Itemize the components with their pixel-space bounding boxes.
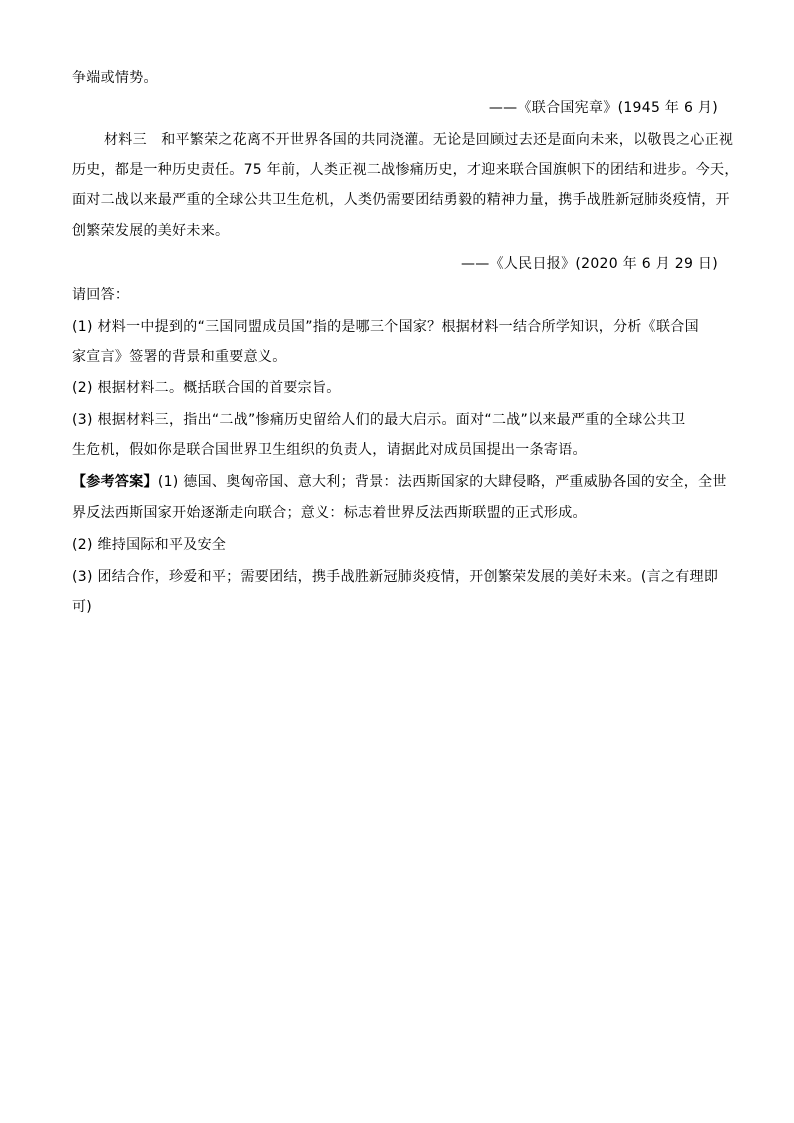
material3-line-1: 材料三 和平繁荣之花离不开世界各国的共同浇灌。无论是回顾过去还是面向未来，以敬畏之心正视	[104, 132, 734, 148]
question-2: (2) 根据材料二。概括联合国的首要宗旨。	[72, 380, 341, 396]
source-charter: ——《联合国宪章》(1945 年 6 月)	[488, 100, 718, 116]
question-1-line-1: (1) 材料一中提到的“三国同盟成员国”指的是哪三个国家？根据材料一结合所学知识，分析《联合国	[72, 319, 699, 335]
answer-3-line-2: 可)	[72, 599, 93, 615]
answer-3-line-1: (3) 团结合作，珍爱和平；需要团结，携手战胜新冠肺炎疫情，开创繁荣发展的美好未来。(言之有理即	[72, 569, 719, 585]
question-3-line-1: (3) 根据材料三，指出“二战”惨痛历史留给人们的最大启示。面对“二战”以来最严重的全球公共卫	[72, 412, 686, 428]
answer-1-line-1	[72, 472, 727, 492]
answer-prompt: 请回答：	[72, 287, 130, 303]
material3-line-3: 面对二战以来最严重的全球公共卫生危机，人类仍需要团结勇毅的精神力量，携手战胜新冠肺炎疫情，开	[72, 192, 730, 208]
reference-answer-label: 【参考答案】	[72, 474, 158, 490]
material3-line-4: 创繁荣发展的美好未来。	[72, 223, 230, 239]
question-1-line-2: 家宣言》签署的背景和重要意义。	[72, 349, 287, 365]
material3-line-2: 历史，都是一种历史责任。75 年前，人类正视二战惨痛历史，才迎来联合国旗帜下的团结和进步。今天，	[72, 162, 739, 178]
answer-2: (2) 维持国际和平及安全	[72, 537, 227, 553]
answer-1-line-2: 界反法西斯国家开始逐渐走向联合；意义：标志着世界反法西斯联盟的正式形成。	[72, 505, 587, 521]
question-3-line-2: 生危机，假如你是联合国世界卫生组织的负责人，请据此对成员国提出一条寄语。	[72, 442, 587, 458]
source-peoples-daily: ——《人民日报》(2020 年 6 月 29 日)	[460, 256, 718, 272]
answer-1-text: (1) 德国、奥匈帝国、意大利；背景：法西斯国家的大肆侵略，严重威胁各国的安全，全世	[157, 474, 727, 490]
top-fragment: 争端或情势。	[72, 70, 158, 86]
